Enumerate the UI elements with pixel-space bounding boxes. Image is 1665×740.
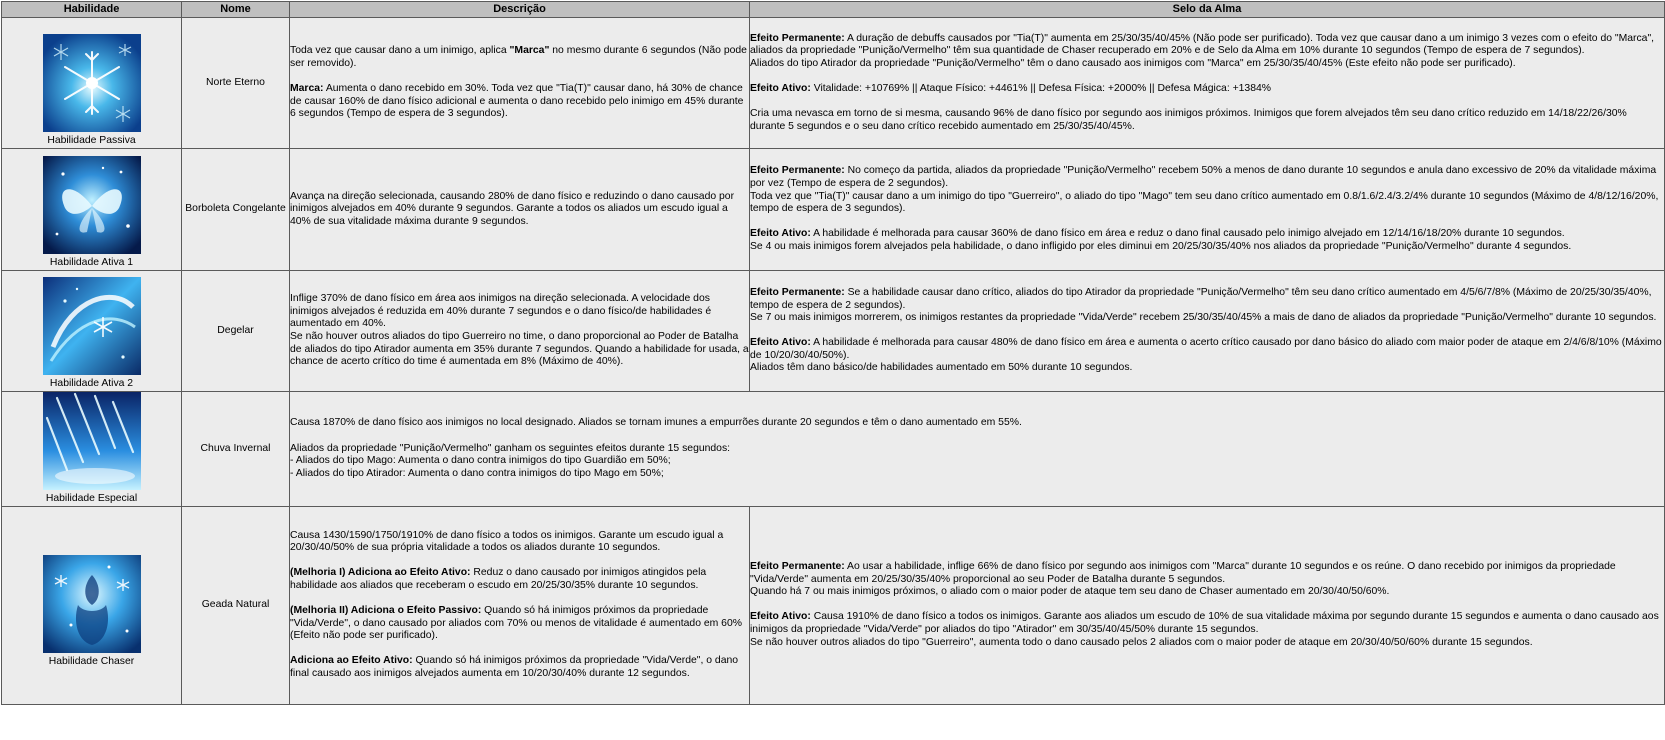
skill-type-label: Habilidade Ativa 2 — [49, 378, 134, 390]
butterfly-skill-icon — [43, 156, 141, 254]
skill-cell — [2, 271, 182, 392]
skill-type-label: Habilidade Especial — [45, 493, 138, 504]
skill-name: Geada Natural — [182, 506, 290, 704]
table-row — [2, 18, 1665, 149]
skill-cell — [2, 18, 182, 149]
skill-cell — [2, 392, 182, 507]
skill-cell — [2, 149, 182, 271]
header-soul-seal: Selo da Alma — [750, 2, 1665, 18]
table-row — [2, 392, 1665, 507]
skill-name: Degelar — [182, 271, 290, 392]
skill-type-label: Habilidade Ativa 1 — [49, 257, 134, 269]
soul-seal-cell: Efeito Permanente: Ao usar a habilidade, inflige 66% de dano físico por segundo aos inimigos com "Marca" durante 10 segundos e os reúne. O dano recebido por inimigos da propriedade "Vida/Verde" aumenta em 20/25/30/35/40% proporcional ao seu Poder de Batalha durante 5 segundos. Quando há 7 ou mais inimigos próximos, o aliado com o maior poder de ataque tem seu dano de Chaser aumentado em 20/30/40/50/60%. Efeito Ativo: Causa 1910% de dano físico a todos os inimigos. Garante aos aliados um escudo de 10% de sua vitalidade máxima por segundo durante 15 segundos e aumenta o dano causado aos inimigos da propriedade "Vida/Verde" por aliados do tipo "Atirador" em 30/35/40/45/50% durante 15 segundos. Se não houver outros aliados do tipo "Guerreiro", aumenta todo o dano causado pelos 2 aliados com o maior poder de ataque em 20/30/40/50/60% durante 15 segundos. — [750, 506, 1665, 704]
skill-description: Causa 1430/1590/1750/1910% de dano físico a todos os inimigos. Garante um escudo igual a 20/30/40/50% de sua própria vitalidade a todos os aliados durante 10 segundos. (Melhoria I) Adiciona ao Efeito Ativo: Reduz o dano causado por inimigos atingidos pela habilidade aos aliados que receberam o escudo em 20/25/30/35% durante 10 segundos. (Melhoria II) Adiciona o Efeito Passivo: Quando só há inimigos próximos da propriedade "Vida/Verde", o dano causado por aliados com 70% ou menos de vitalidade é aumentado em 60% (Efeito não pode ser purificado). Adiciona ao Efeito Ativo: Quando só há inimigos próximos da propriedade "Vida/Verde", o dano final causado aos inimigos alvejados aumenta em 10/20/30/40% durante 12 segundos. — [290, 506, 750, 704]
snowflake-skill-icon — [43, 34, 141, 132]
natural-frost-skill-icon — [43, 555, 141, 653]
winter-rain-skill-icon — [43, 392, 141, 490]
skill-name: Chuva Invernal — [182, 392, 290, 507]
skill-type-label: Habilidade Passiva — [47, 135, 136, 147]
soul-seal-cell: Efeito Permanente: A duração de debuffs causados por "Tia(T)" aumenta em 25/30/35/40/45% (Não pode ser purificado). Toda vez que causar dano a um inimigo 3 vezes com o efeito do "Marca", aliados da propriedade "Punição/Vermelho" têm sua quantidade de Chaser recuperado em 20% e de Selo da Alma em 10% durante 10 segundos (Tempo de espera de 7 segundos). Aliados do tipo Atirador da propriedade "Punição/Vermelho" têm o dano causado aos inimigos com "Marca" em 25/30/35/40/45% (Este efeito não pode ser purificado). Efeito Ativo: Vitalidade: +10769% || Ataque Físico: +4461% || Defesa Física: +2000% || Defesa Mágica: +1384% Cria uma nevasca em torno de si mesma, causando 96% de dano físico por segundo aos inimigos próximos. Inimigos que forem alvejados têm seu dano crítico reduzido em 14/18/22/26/30% durante 5 segundos e o seu dano crítico recebido aumentado em 25/30/35/40/45%. — [750, 18, 1665, 149]
skill-description: Avança na direção selecionada, causando 280% de dano físico e reduzindo o dano causado por inimigos alvejados em 40% durante 9 segundos. Garante a todos os aliados um escudo igual a 40% de sua vitalidade máxima durante 9 segundos. — [290, 149, 750, 271]
skill-cell — [2, 506, 182, 704]
skill-name: Norte Eterno — [182, 18, 290, 149]
table-header-row — [2, 2, 1665, 18]
thaw-skill-icon — [43, 277, 141, 375]
soul-seal-cell: Efeito Permanente: Se a habilidade causar dano crítico, aliados do tipo Atirador da propriedade "Punição/Vermelho" têm seu dano crítico aumentado em 4/5/6/7/8% (Máximo de 20/25/30/35/40%, tempo de espera de 2 segundos). Se 7 ou mais inimigos morrerem, os inimigos restantes da propriedade "Vida/Verde" recebem 25/30/35/40/45% a mais de dano de aliados da propriedade "Punição/Vermelho" durante 10 segundos. Efeito Ativo: A habilidade é melhorada para causar 480% de dano físico em área e aumenta o acerto crítico causado por dano básico do aliado com maior poder de ataque em 2/4/6/8/10% (Máximo de 10/20/30/40/50%). Aliados têm dano básico/de habilidades aumentado em 50% durante 10 segundos. — [750, 271, 1665, 392]
header-description: Descrição — [290, 2, 750, 18]
skill-name: Borboleta Congelante — [182, 149, 290, 271]
skill-description: Causa 1870% de dano físico aos inimigos no local designado. Aliados se tornam imunes a empurrões durante 20 segundos e têm o dano aumentado em 55%. Aliados da propriedade "Punição/Vermelho" ganham os seguintes efeitos durante 15 segundos: - Aliados do tipo Mago: Aumenta o dano contra inimigos do tipo Guardião em 50%; - Aliados do tipo Atirador: Aumenta o dano contra inimigos do tipo Mago em 50%; — [290, 392, 1665, 507]
soul-seal-cell: Efeito Permanente: No começo da partida, aliados da propriedade "Punição/Vermelho" recebem 50% a menos de dano durante 10 segundos e anula dano excessivo de 20% da vitalidade máxima por vez (Tempo de espera de 2 segundos). Toda vez que "Tia(T)" causar dano a um inimigo do tipo "Guerreiro", o aliado do tipo "Mago" tem seu dano crítico aumentado em 0.8/1.6/2.4/3.2/4% durante 10 segundos (Máximo de 4/8/12/16/20%, tempo de espera de 3 segundos). Efeito Ativo: A habilidade é melhorada para causar 360% de dano físico em área e reduz o dano final causado pelo inimigo alvejado em 12/14/16/18/20% durante 10 segundos. Se 4 ou mais inimigos forem alvejados pela habilidade, o dano infligido por eles diminui em 20/25/30/35/40% nos aliados da propriedade "Punição/Vermelho" durante 4 segundos. — [750, 149, 1665, 271]
header-skill: Habilidade — [2, 2, 182, 18]
header-name: Nome — [182, 2, 290, 18]
skill-description: Inflige 370% de dano físico em área aos inimigos na direção selecionada. A velocidade dos inimigos alvejados é reduzida em 40% durante 7 segundos e o dano físico/de habilidades é aumentado em 40%. Se não houver outros aliados do tipo Guerreiro no time, o dano proporcional ao Poder de Batalha de aliados do tipo Atirador aumenta em 35% durante 7 segundos. Quando a habilidade for usada, a chance de acerto crítico do time é aumentada em 8% (Máximo de 40%). — [290, 271, 750, 392]
skills-table — [1, 1, 1665, 705]
skill-type-label: Habilidade Chaser — [48, 656, 135, 668]
table-row — [2, 271, 1665, 392]
table-row — [2, 149, 1665, 271]
table-row — [2, 506, 1665, 704]
skill-description: Toda vez que causar dano a um inimigo, aplica "Marca" no mesmo durante 6 segundos (Não pode ser removido). Marca: Aumenta o dano recebido em 30%. Toda vez que "Tia(T)" causar dano, há 30% de chance de causar 160% de dano físico adicional e aumenta o dano recebido pelo inimigo em 45% durante 6 segundos (Tempo de espera de 3 segundos). — [290, 18, 750, 149]
